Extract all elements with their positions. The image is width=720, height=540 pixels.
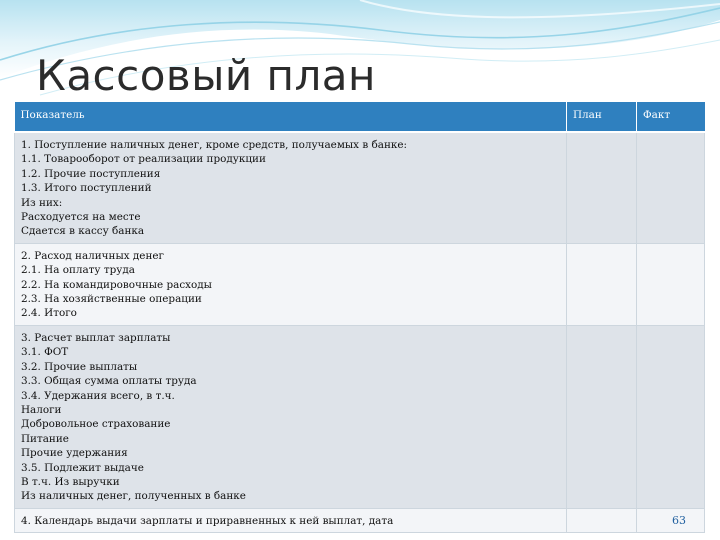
fact-cell — [637, 132, 705, 243]
table-row — [15, 243, 705, 325]
table-row — [15, 132, 705, 243]
column-header-plan: План — [567, 102, 637, 132]
plan-cell — [567, 508, 637, 532]
indicator-line: 2. Расход наличных денег — [21, 249, 164, 262]
indicator-line: Питание — [21, 432, 69, 445]
indicator-line: Расходуется на месте — [21, 211, 141, 224]
fact-cell — [637, 508, 705, 532]
indicator-line: В т.ч. Из выручки — [21, 475, 120, 488]
fact-cell — [637, 243, 705, 325]
indicator-line: 4. Календарь выдачи зарплаты и приравненных к ней выплат, дата — [21, 514, 394, 527]
indicator-cell — [15, 325, 567, 508]
indicator-line: 3.3. Общая сумма оплаты труда — [21, 375, 197, 388]
table-row — [15, 508, 705, 532]
indicator-line: 3.5. Подлежит выдаче — [21, 461, 144, 474]
indicator-cell — [15, 132, 567, 243]
indicator-line: Прочие удержания — [21, 447, 128, 460]
slide-title: Кассовый план — [36, 51, 376, 100]
column-header-indicator: Показатель — [15, 102, 567, 132]
indicator-line: 1.1. Товарооборот от реализации продукции — [21, 153, 266, 166]
indicator-line: 3.4. Удержания всего, в т.ч. — [21, 389, 175, 402]
indicator-line: 2.2. На командировочные расходы — [21, 278, 212, 291]
page-number: 63 — [672, 514, 686, 527]
plan-cell — [567, 132, 637, 243]
indicator-line: 1. Поступление наличных денег, кроме средств, получаемых в банке: — [21, 139, 408, 151]
indicator-line: 1.2. Прочие поступления — [21, 167, 161, 180]
indicator-line: 2.4. Итого — [21, 307, 77, 320]
indicator-line: 3.2. Прочие выплаты — [21, 360, 138, 373]
table-header-row — [15, 102, 705, 132]
indicator-line: 2.3. На хозяйственные операции — [21, 293, 202, 306]
fact-cell — [637, 325, 705, 508]
indicator-line: Из них: — [21, 196, 63, 209]
indicator-cell — [15, 508, 567, 532]
indicator-line: Добровольное страхование — [21, 418, 171, 431]
plan-cell — [567, 243, 637, 325]
indicator-line: Налоги — [21, 403, 62, 416]
indicator-line: 2.1. На оплату труда — [21, 264, 135, 277]
indicator-line: Из наличных денег, полученных в банке — [21, 490, 246, 503]
indicator-cell — [15, 243, 567, 325]
column-header-fact: Факт — [637, 102, 705, 132]
indicator-line: 1.3. Итого поступлений — [21, 182, 152, 195]
indicator-line: 3.1. ФОТ — [21, 346, 69, 359]
indicator-line: Сдается в кассу банка — [21, 225, 145, 238]
table-row — [15, 325, 705, 508]
plan-cell — [567, 325, 637, 508]
indicator-line: 3. Расчет выплат зарплаты — [21, 331, 171, 344]
cash-plan-table — [14, 102, 705, 533]
